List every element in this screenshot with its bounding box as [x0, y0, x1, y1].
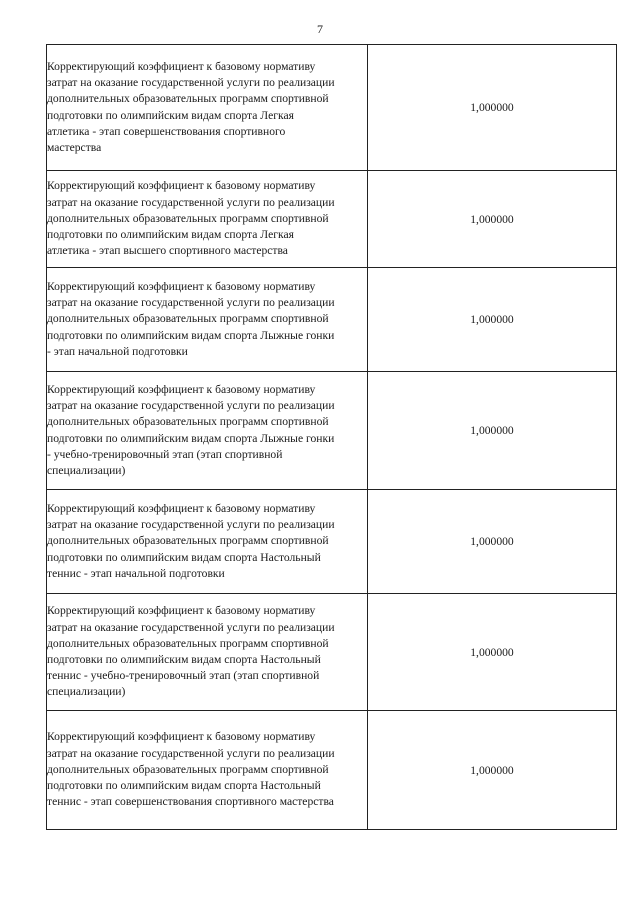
coefficient-value: 1,000000: [368, 171, 617, 268]
description-line: затрат на оказание государственной услуги по реализации: [47, 195, 335, 209]
description-line: Корректирующий коэффициент к базовому нормативу: [47, 59, 316, 73]
coefficient-value: 1,000000: [368, 490, 617, 594]
table-row: [47, 490, 617, 594]
table-row: [47, 594, 617, 711]
table-row: [47, 372, 617, 490]
description-line: мастерства: [47, 140, 102, 154]
coefficient-description: [47, 45, 368, 171]
description-line: затрат на оказание государственной услуги по реализации: [47, 399, 335, 413]
description-line: специализации): [47, 685, 126, 699]
description-line: - учебно-тренировочный этап (этап спортивной: [47, 447, 283, 461]
description-line: Корректирующий коэффициент к базовому нормативу: [47, 279, 316, 293]
description-line: подготовки по олимпийским видам спорта Легкая: [47, 228, 294, 242]
coefficient-description: [47, 372, 368, 490]
description-line: Корректирующий коэффициент к базовому нормативу: [47, 179, 316, 193]
description-line: теннис - этап начальной подготовки: [47, 566, 225, 580]
table-body: [47, 45, 617, 830]
description-line: дополнительных образовательных программ спортивной: [47, 534, 329, 548]
description-line: затрат на оказание государственной услуги по реализации: [47, 296, 335, 310]
description-line: атлетика - этап совершенствования спортивного: [47, 124, 286, 138]
coefficient-description: [47, 711, 368, 830]
description-line: Корректирующий коэффициент к базовому нормативу: [47, 604, 316, 618]
description-line: подготовки по олимпийским видам спорта Настольный: [47, 550, 321, 564]
description-line: затрат на оказание государственной услуги по реализации: [47, 620, 335, 634]
description-line: затрат на оказание государственной услуги по реализации: [47, 76, 335, 90]
description-line: дополнительных образовательных программ спортивной: [47, 415, 329, 429]
table-row: [47, 711, 617, 830]
description-line: подготовки по олимпийским видам спорта Лыжные гонки: [47, 431, 335, 445]
description-line: теннис - учебно-тренировочный этап (этап спортивной: [47, 669, 320, 683]
coefficient-description: [47, 490, 368, 594]
description-line: дополнительных образовательных программ спортивной: [47, 211, 329, 225]
description-line: затрат на оказание государственной услуги по реализации: [47, 518, 335, 532]
coefficient-description: [47, 268, 368, 372]
coefficient-value: 1,000000: [368, 372, 617, 490]
description-line: специализации): [47, 463, 126, 477]
description-line: дополнительных образовательных программ спортивной: [47, 92, 329, 106]
description-line: подготовки по олимпийским видам спорта Лыжные гонки: [47, 328, 335, 342]
description-line: подготовки по олимпийским видам спорта Настольный: [47, 653, 321, 666]
description-line: затрат на оказание государственной услуги по реализации: [47, 746, 335, 760]
description-line: Корректирующий коэффициент к базовому нормативу: [47, 501, 316, 515]
coefficient-description: [47, 594, 368, 711]
coefficient-value: 1,000000: [368, 711, 617, 830]
description-line: Корректирующий коэффициент к базовому нормативу: [47, 730, 316, 744]
coefficient-value: 1,000000: [368, 45, 617, 171]
description-line: теннис - этап совершенствования спортивного мастерства: [47, 795, 334, 809]
table-row: [47, 45, 617, 171]
coefficient-table: [46, 44, 617, 830]
table-row: [47, 171, 617, 268]
description-line: дополнительных образовательных программ спортивной: [47, 636, 329, 650]
description-line: подготовки по олимпийским видам спорта Легкая: [47, 108, 294, 122]
description-line: дополнительных образовательных программ спортивной: [47, 312, 329, 326]
page-number: 7: [317, 22, 323, 36]
description-line: подготовки по олимпийским видам спорта Настольный: [47, 779, 321, 793]
description-line: атлетика - этап высшего спортивного мастерства: [47, 244, 288, 258]
coefficient-value: 1,000000: [368, 268, 617, 372]
coefficient-description: [47, 171, 368, 268]
coefficient-value: 1,000000: [368, 594, 617, 711]
description-line: - этап начальной подготовки: [47, 344, 188, 358]
description-line: Корректирующий коэффициент к базовому нормативу: [47, 382, 316, 396]
table-row: [47, 268, 617, 372]
description-line: дополнительных образовательных программ спортивной: [47, 762, 329, 776]
